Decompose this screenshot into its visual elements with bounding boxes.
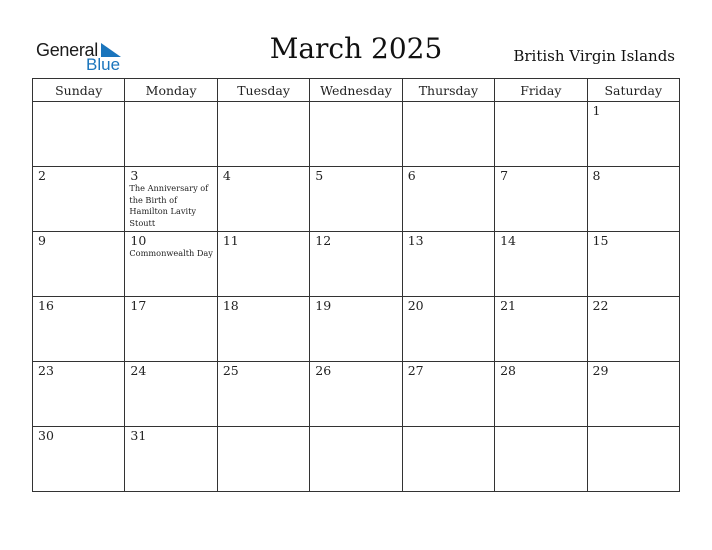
day-cell	[217, 232, 309, 297]
day-number: 5	[315, 168, 324, 183]
calendar-grid	[32, 78, 680, 492]
weekday-header: Thursday	[402, 79, 494, 102]
day-cell	[33, 297, 125, 362]
day-number: 25	[222, 363, 239, 378]
day-cell	[495, 232, 587, 297]
day-cell	[310, 102, 402, 167]
day-number: 31	[130, 428, 147, 443]
day-cell	[125, 232, 217, 297]
day-cell	[402, 362, 494, 427]
day-cell	[217, 102, 309, 167]
day-number: 4	[222, 168, 231, 183]
weekday-header: Sunday	[33, 79, 125, 102]
day-number: 2	[38, 168, 46, 183]
day-number: 29	[592, 363, 609, 378]
day-cell	[587, 232, 679, 297]
week-row	[33, 362, 680, 427]
day-number: 3	[130, 168, 139, 183]
day-number: 10	[130, 233, 147, 248]
day-cell	[402, 102, 494, 167]
holiday-label: Commonwealth Day	[129, 248, 213, 258]
day-cell	[495, 427, 587, 492]
day-cell	[33, 167, 125, 232]
day-cell	[310, 427, 402, 492]
day-cell	[402, 297, 494, 362]
day-cell	[495, 167, 587, 232]
weekday-header: Saturday	[587, 79, 679, 102]
region-label: British Virgin Islands	[513, 47, 675, 65]
day-number: 6	[407, 168, 416, 183]
logo-word-general: General	[36, 40, 98, 60]
week-row	[33, 427, 680, 492]
day-number: 1	[592, 103, 601, 118]
day-number: 16	[38, 298, 54, 313]
day-number: 17	[130, 298, 147, 313]
day-number: 18	[222, 298, 239, 313]
day-number: 8	[592, 168, 601, 183]
day-number: 15	[592, 233, 609, 248]
week-row	[33, 102, 680, 167]
day-cell	[33, 102, 125, 167]
day-number: 24	[130, 363, 147, 378]
week-row	[33, 232, 680, 297]
day-cell	[402, 427, 494, 492]
holiday-label: The Anniversary of the Birth of Hamilton Lavity Stoutt	[129, 183, 209, 228]
day-cell	[217, 427, 309, 492]
day-cell	[402, 167, 494, 232]
day-cell	[125, 362, 217, 427]
day-cell	[217, 297, 309, 362]
day-cell	[495, 297, 587, 362]
day-cell	[310, 297, 402, 362]
day-number	[218, 427, 309, 429]
day-number: 27	[407, 363, 424, 378]
day-number: 13	[407, 233, 424, 248]
day-cell	[587, 297, 679, 362]
day-cell	[217, 167, 309, 232]
day-cell	[495, 362, 587, 427]
weekday-header: Tuesday	[217, 79, 309, 102]
day-number: 9	[38, 233, 46, 248]
day-number	[403, 102, 494, 104]
day-number: 20	[407, 298, 424, 313]
day-number	[588, 427, 679, 429]
day-number: 11	[222, 233, 239, 248]
day-number: 30	[38, 428, 54, 443]
day-cell	[125, 427, 217, 492]
day-number	[310, 102, 401, 104]
page-title: March 2025	[269, 32, 443, 65]
day-number	[495, 427, 586, 429]
day-number	[125, 102, 216, 104]
day-cell	[495, 102, 587, 167]
day-cell	[125, 102, 217, 167]
day-cell	[310, 167, 402, 232]
day-number: 23	[38, 363, 54, 378]
day-number: 19	[315, 298, 332, 313]
day-number	[495, 102, 586, 104]
day-cell	[587, 167, 679, 232]
week-row	[33, 167, 680, 232]
day-number	[33, 102, 124, 104]
day-cell	[125, 297, 217, 362]
day-number: 21	[500, 298, 517, 313]
weekday-header: Wednesday	[310, 79, 402, 102]
day-cell	[33, 232, 125, 297]
day-number: 14	[500, 233, 517, 248]
day-number: 12	[315, 233, 332, 248]
day-number	[218, 102, 309, 104]
day-cell	[217, 362, 309, 427]
day-cell	[587, 427, 679, 492]
day-cell	[33, 362, 125, 427]
weekday-header-row	[33, 79, 680, 102]
logo-word-blue: Blue	[86, 55, 121, 74]
day-number: 26	[315, 363, 332, 378]
week-row	[33, 297, 680, 362]
day-number: 28	[500, 363, 517, 378]
day-cell	[310, 362, 402, 427]
day-number: 22	[592, 298, 609, 313]
day-cell	[402, 232, 494, 297]
day-cell	[587, 102, 679, 167]
weekday-header: Monday	[125, 79, 217, 102]
day-cell	[310, 232, 402, 297]
weekday-header: Friday	[495, 79, 587, 102]
day-number	[403, 427, 494, 429]
day-cell	[587, 362, 679, 427]
day-number: 7	[500, 168, 509, 183]
day-cell	[125, 167, 217, 232]
day-number	[310, 427, 401, 429]
day-cell	[33, 427, 125, 492]
